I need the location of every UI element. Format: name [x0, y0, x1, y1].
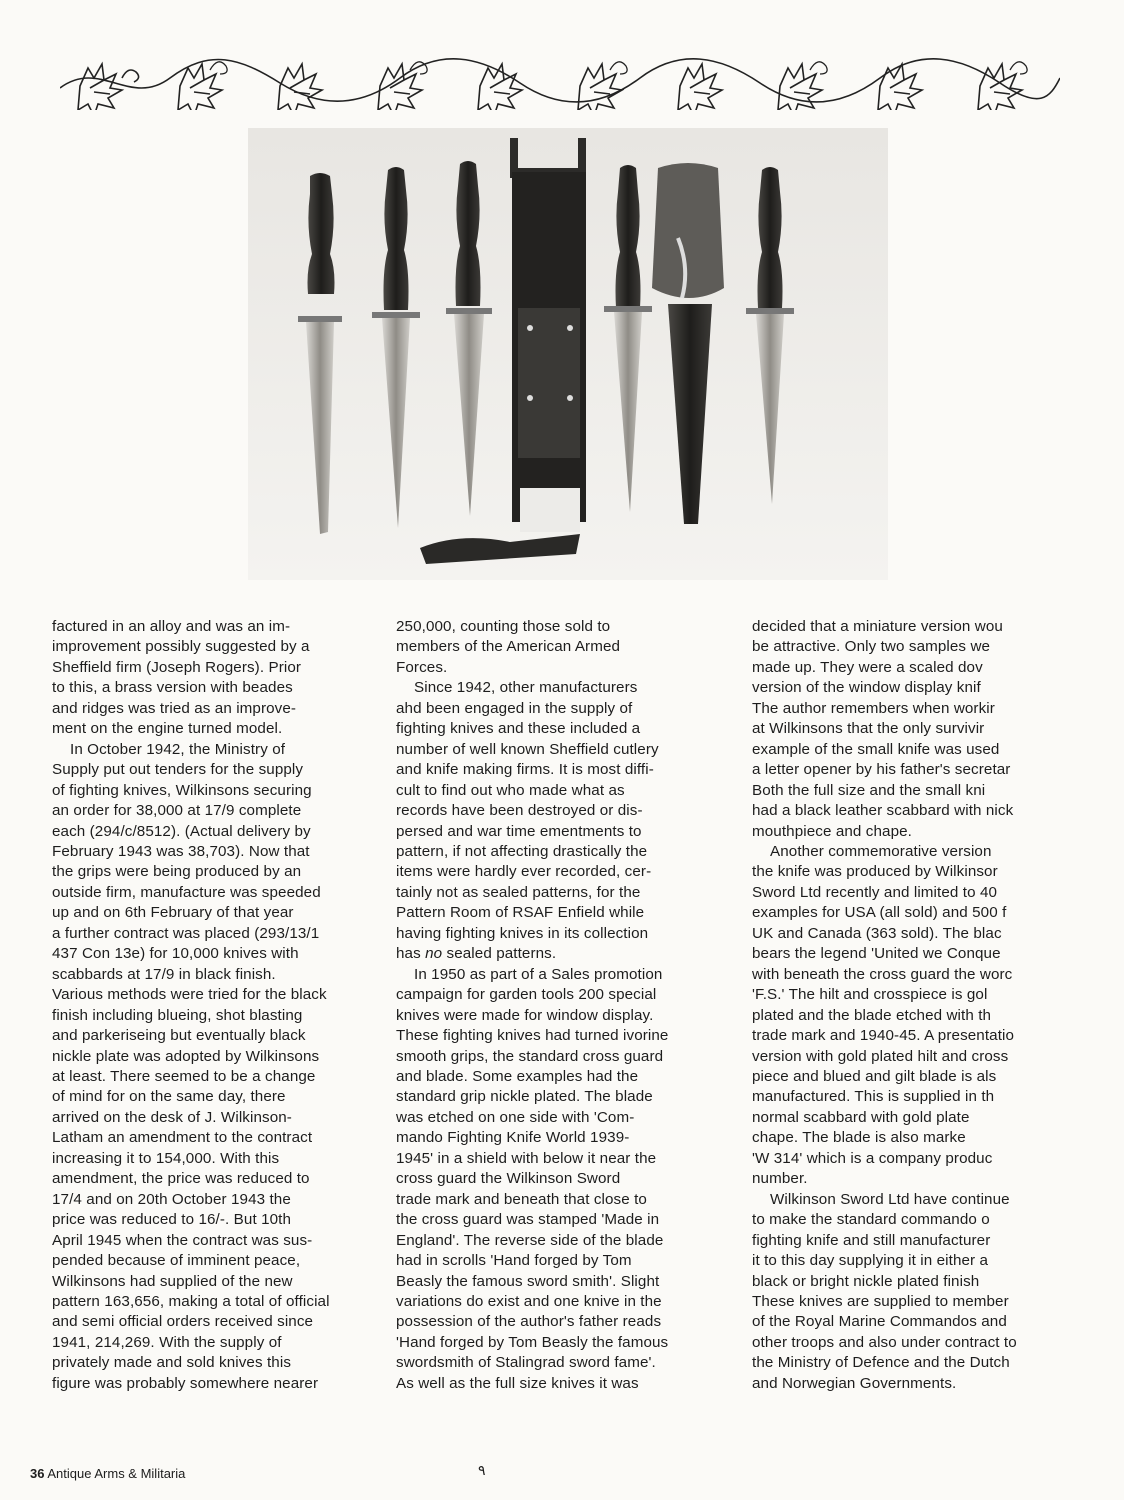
text-line: Latham an amendment to the contract	[52, 1129, 313, 1147]
text-line: had a black leather scabbard with nick	[752, 802, 1014, 820]
text-line: price was reduced to 16/-. But 10th	[52, 1211, 292, 1229]
text-line: Wilkinson Sword Ltd have continue	[770, 1190, 1010, 1208]
text-line: the grips were being produced by an	[52, 863, 302, 881]
text-line: the knife was produced by Wilkinsor	[752, 863, 998, 881]
text-line: In October 1942, the Ministry of	[70, 740, 286, 758]
text-line: normal scabbard with gold plate	[752, 1108, 970, 1126]
text-line: chape. The blade is also marke	[752, 1129, 966, 1147]
text-line: made up. They were a scaled dov	[752, 658, 983, 676]
text-line: ahd been engaged in the supply of	[396, 699, 633, 717]
text-line: each (294/c/8512). (Actual delivery by	[52, 822, 311, 840]
text-line: be attractive. Only two samples we	[752, 638, 991, 656]
text-line: nickle plate was adopted by Wilkinsons	[52, 1047, 320, 1065]
text-line: UK and Canada (363 sold). The blac	[752, 924, 1002, 942]
text-line: number of well known Sheffield cutlery	[396, 740, 659, 758]
text-line: bears the legend 'United we Conque	[752, 945, 1001, 963]
text-line: piece and blued and gilt blade is als	[752, 1067, 997, 1085]
text-line: Forces.	[396, 658, 448, 676]
text-line: the Ministry of Defence and the Dutch	[752, 1354, 1010, 1372]
text-line: April 1945 when the contract was sus-	[52, 1231, 313, 1249]
text-line: 17/4 and on 20th October 1943 the	[52, 1190, 291, 1208]
text-line: version of the window display knif	[752, 679, 981, 697]
text-line: it to this day supplying it in either a	[752, 1252, 989, 1270]
text-line: 437 Con 13e) for 10,000 knives with	[52, 945, 299, 963]
text-line: a letter opener by his father's secretar	[752, 761, 1011, 779]
text-line: February 1943 was 38,703). Now that	[52, 842, 310, 860]
text-line: England'. The reverse side of the blade	[396, 1231, 664, 1249]
text-line: ment on the engine turned model.	[52, 720, 283, 738]
text-line: Sheffield firm (Joseph Rogers). Prior	[52, 658, 302, 676]
text-line: Sword Ltd recently and limited to 40	[752, 883, 998, 901]
text-line: knives were made for window display.	[396, 1006, 654, 1024]
article-column-3	[752, 617, 1072, 1427]
text-line: at least. There seemed to be a change	[52, 1067, 316, 1085]
text-line: a further contract was placed (293/13/1	[52, 924, 320, 942]
text-line: and parkeriseing but eventually black	[52, 1027, 306, 1045]
text-line: trade mark and 1940-45. A presentatio	[752, 1027, 1015, 1045]
publication-name: Antique Arms & Militaria	[47, 1466, 186, 1481]
page-number: 36	[30, 1466, 45, 1481]
text-line: Various methods were tried for the black	[52, 986, 327, 1004]
text-line: of the Royal Marine Commandos and	[752, 1313, 1007, 1331]
text-line: 'F.S.' The hilt and crosspiece is gol	[752, 986, 988, 1004]
text-line: Wilkinsons had supplied of the new	[52, 1272, 293, 1290]
text-line: improvement possibly suggested by a	[52, 638, 310, 656]
text-line: and knife making firms. It is most diffi-	[396, 761, 654, 779]
text-line: figure was probably somewhere nearer	[52, 1374, 319, 1392]
text-line: up and on 6th February of that year	[52, 904, 294, 922]
text-line: having fighting knives in its collection	[396, 924, 649, 942]
text-line: 1945' in a shield with below it near the	[396, 1149, 657, 1167]
text-line: pattern 163,656, making a total of official	[52, 1292, 330, 1310]
text-line: the cross guard was stamped 'Made in	[396, 1211, 660, 1229]
text-line: an order for 38,000 at 17/9 complete	[52, 802, 302, 820]
text-line: tainly not as sealed patterns, for the	[396, 883, 641, 901]
text-line: plated and the blade etched with th	[752, 1006, 992, 1024]
text-line: of mind for on the same day, there	[52, 1088, 286, 1106]
text-line: and Norwegian Governments.	[752, 1374, 957, 1392]
text-line: Supply put out tenders for the supply	[52, 761, 304, 779]
text-line: Another commemorative version	[770, 842, 992, 860]
text-line: 'W 314' which is a company produc	[752, 1149, 993, 1167]
text-line: Pattern Room of RSAF Enfield while	[396, 904, 645, 922]
text-line: swordsmith of Stalingrad sword fame'.	[396, 1354, 656, 1372]
vine-border-ornament	[60, 48, 1060, 110]
text-line: fighting knife and still manufacturer	[752, 1231, 991, 1249]
text-line: finish including blueing, shot blasting	[52, 1006, 303, 1024]
text-line: to this, a brass version with beades	[52, 679, 293, 697]
text-line: to make the standard commando o	[752, 1211, 990, 1229]
text-line: arrived on the desk of J. Wilkinson-	[52, 1108, 292, 1126]
text-line: black or bright nickle plated finish	[752, 1272, 980, 1290]
text-line: examples for USA (all sold) and 500 f	[752, 904, 1007, 922]
text-line: other troops and also under contract to	[752, 1333, 1017, 1351]
text-line: cult to find out who made what as	[396, 781, 625, 799]
text-line: cross guard the Wilkinson Sword	[396, 1170, 621, 1188]
text-line: 250,000, counting those sold to	[396, 618, 611, 635]
text-line: and ridges was tried as an improve-	[52, 699, 297, 717]
text-line: These fighting knives had turned ivorine	[396, 1027, 669, 1045]
text-line: increasing it to 154,000. With this	[52, 1149, 280, 1167]
text-line: at Wilkinsons that the only survivir	[752, 720, 985, 738]
text-line: had in scrolls 'Hand forged by Tom	[396, 1252, 632, 1270]
text-line: smooth grips, the standard cross guard	[396, 1047, 664, 1065]
text-line: Both the full size and the small kni	[752, 781, 986, 799]
text-line: number.	[752, 1170, 808, 1188]
text-line: These knives are supplied to member	[752, 1292, 1009, 1310]
text-line: 'Hand forged by Tom Beasly the famous	[396, 1333, 669, 1351]
text-line: amendment, the price was reduced to	[52, 1170, 310, 1188]
text-line: mouthpiece and chape.	[752, 822, 912, 840]
text-line: variations do exist and one knive in the	[396, 1292, 662, 1310]
text-line: fighting knives and these included a	[396, 720, 641, 738]
text-line: members of the American Armed	[396, 638, 621, 656]
text-line: campaign for garden tools 200 special	[396, 986, 657, 1004]
text-line: As well as the full size knives it was	[396, 1374, 639, 1392]
text-line: manufactured. This is supplied in th	[752, 1088, 995, 1106]
text-line: The author remembers when workir	[752, 699, 995, 717]
stray-mark-icon: ٩	[478, 1462, 486, 1478]
text-line: mando Fighting Knife World 1939-	[396, 1129, 630, 1147]
text-line: privately made and sold knives this	[52, 1354, 292, 1372]
text-line: factured in an alloy and was an im-	[52, 618, 291, 635]
text-line: and blade. Some examples had the	[396, 1067, 639, 1085]
fighting-knives-photo	[248, 128, 888, 580]
text-line: persed and war time ementments to	[396, 822, 642, 840]
text-line: 1941, 214,269. With the supply of	[52, 1333, 282, 1351]
text-line: pattern, if not affecting drastically the	[396, 842, 648, 860]
text-line: of fighting knives, Wilkinsons securing	[52, 781, 312, 799]
text-line: has no sealed patterns.	[396, 945, 557, 963]
text-line: version with gold plated hilt and cross	[752, 1047, 1009, 1065]
text-line: and semi official orders received since	[52, 1313, 314, 1331]
text-line: Since 1942, other manufacturers	[414, 679, 638, 697]
text-line: with beneath the cross guard the worc	[752, 965, 1013, 983]
text-line: standard grip nickle plated. The blade	[396, 1088, 653, 1106]
text-line: possession of the author's father reads	[396, 1313, 662, 1331]
text-line: outside firm, manufacture was speeded	[52, 883, 321, 901]
text-line: example of the small knife was used	[752, 740, 1000, 758]
text-line: was etched on one side with 'Com-	[396, 1108, 635, 1126]
page-footer	[30, 1466, 185, 1481]
text-line: In 1950 as part of a Sales promotion	[414, 965, 663, 983]
text-line: decided that a miniature version wou	[752, 618, 1003, 635]
text-line: Beasly the famous sword smith'. Slight	[396, 1272, 660, 1290]
article-column-1	[52, 617, 372, 1394]
text-line: items were hardly ever recorded, cer-	[396, 863, 652, 881]
text-line: trade mark and beneath that close to	[396, 1190, 647, 1208]
text-line: scabbards at 17/9 in black finish.	[52, 965, 276, 983]
text-line: pended because of imminent peace,	[52, 1252, 301, 1270]
article-column-2	[396, 617, 722, 1394]
text-line: records have been destroyed or dis-	[396, 802, 643, 820]
